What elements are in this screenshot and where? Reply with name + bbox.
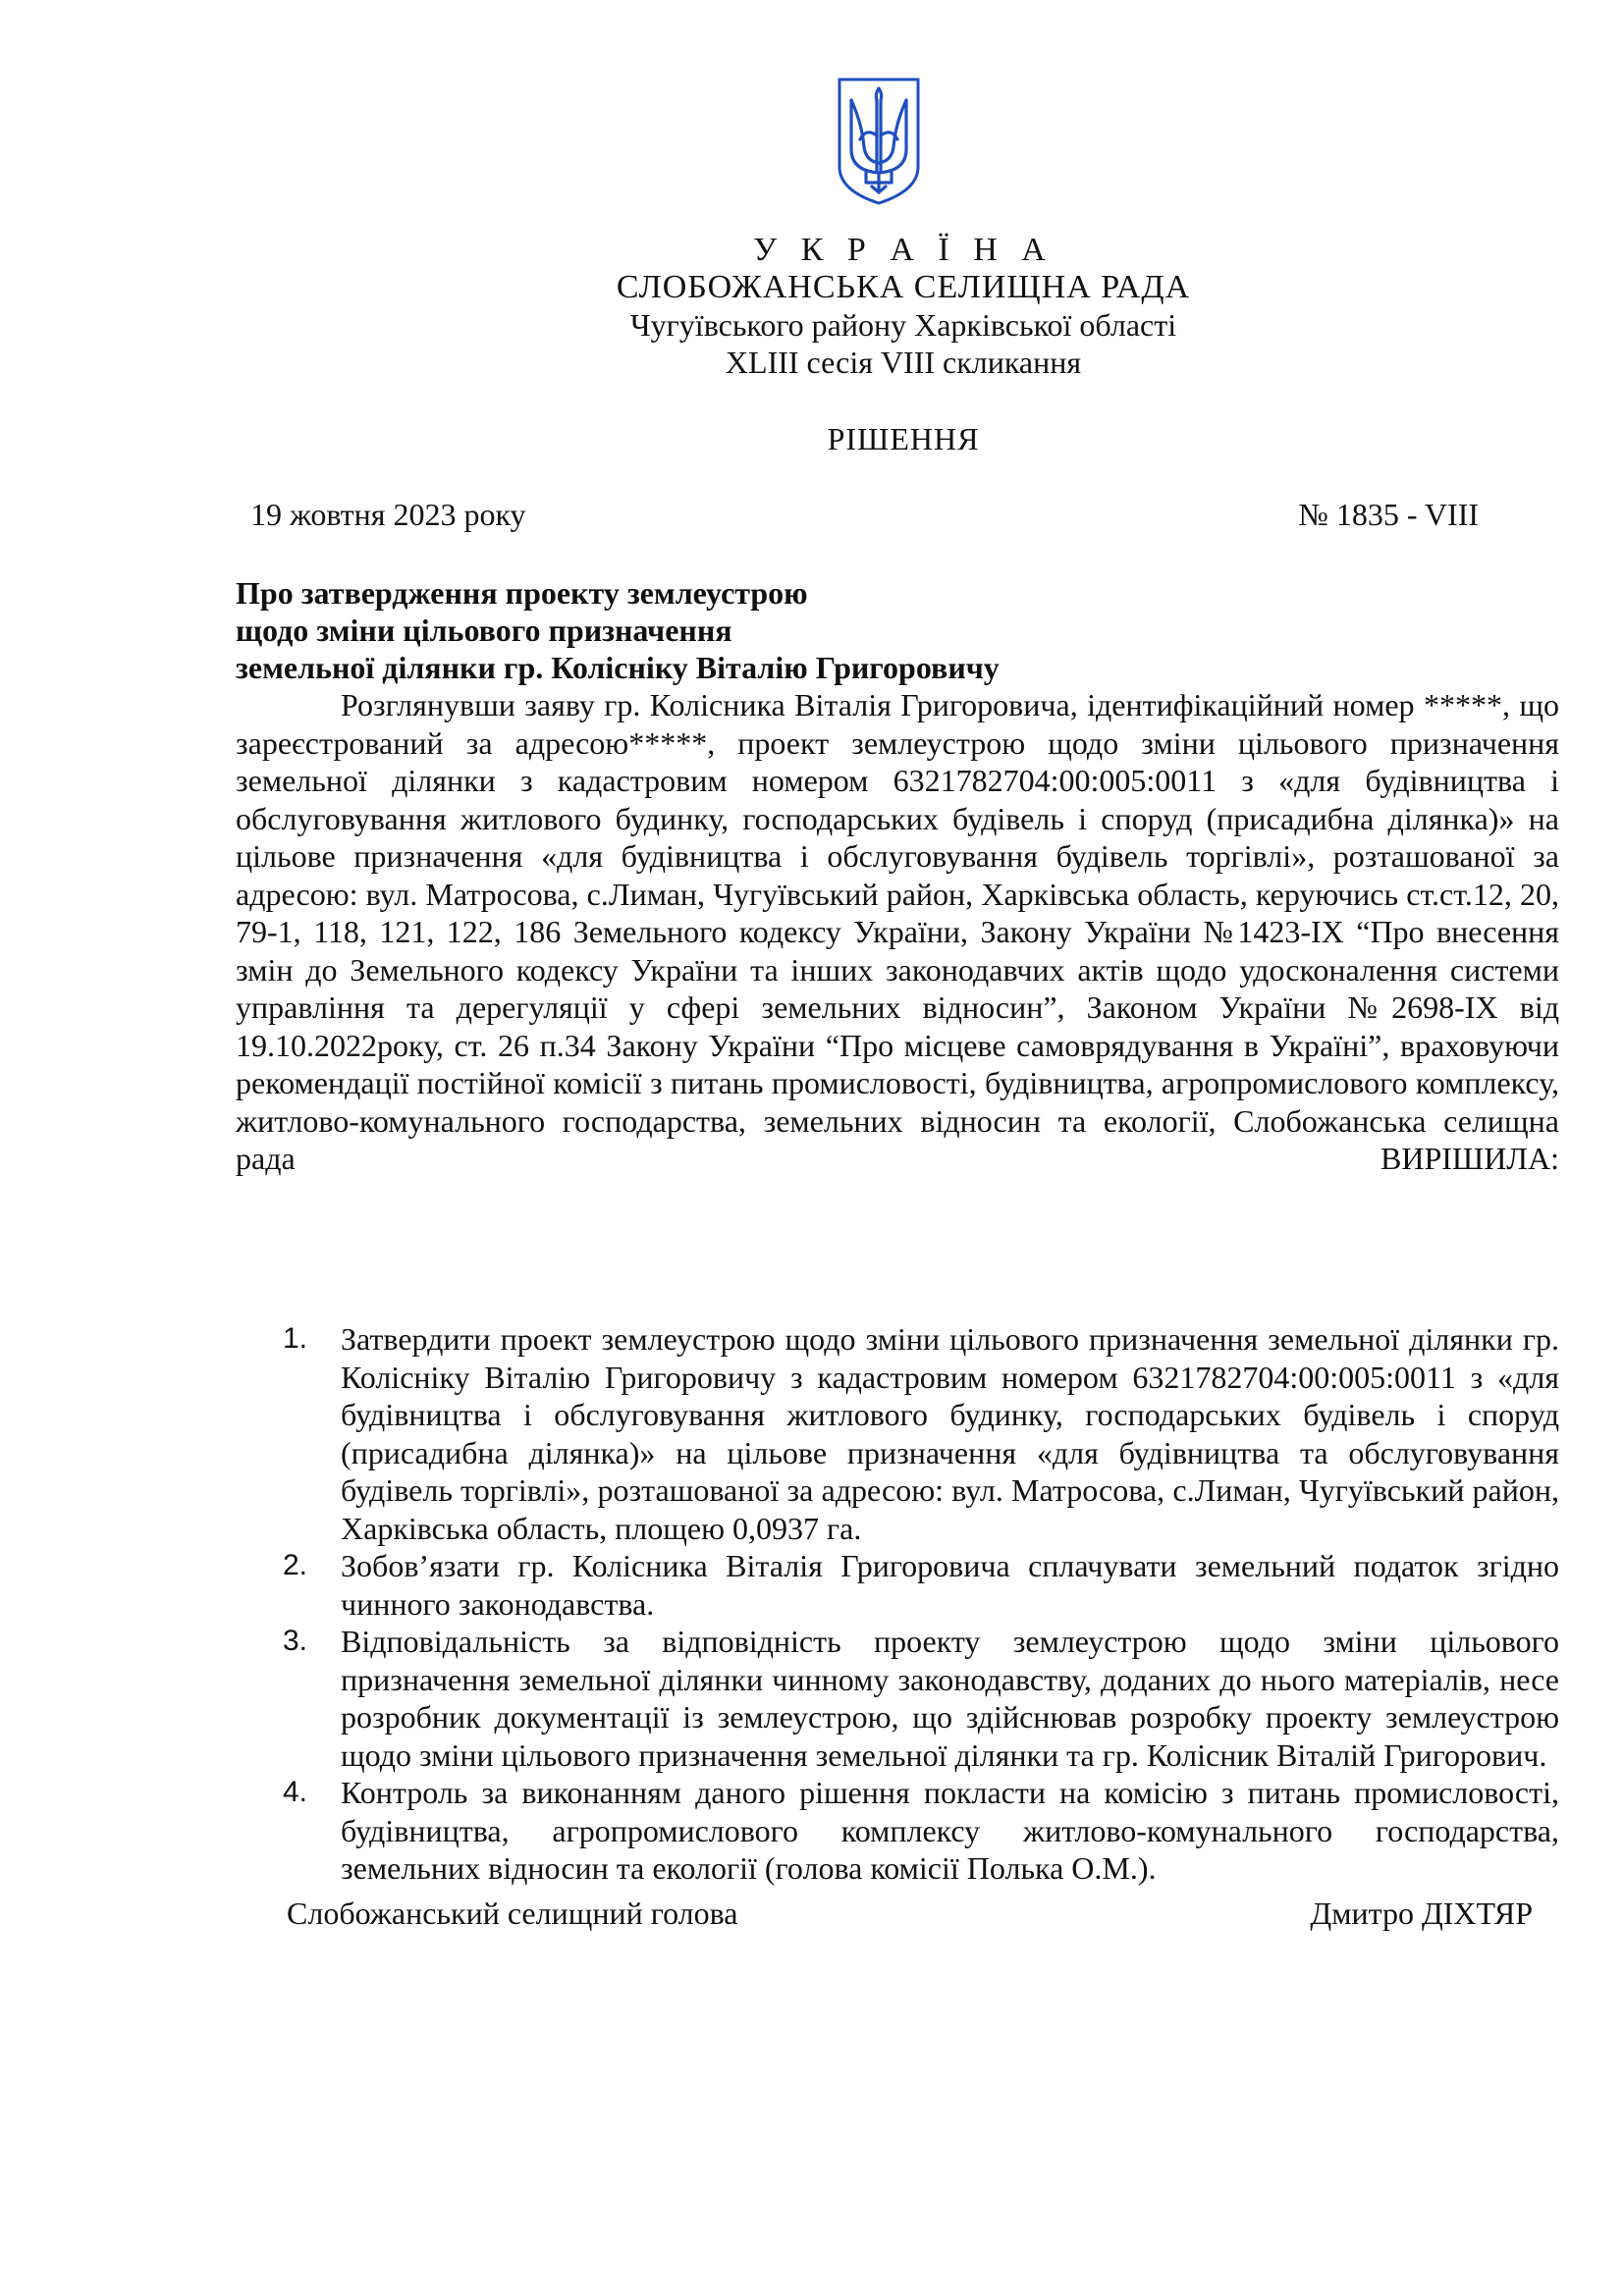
item-text: Зобов’язати гр. Колісника Віталія Григоровича сплачувати земельний податок згідно чинного законодавства. xyxy=(341,1548,1559,1622)
item-text: Відповідальність за відповідність проекту землеустрою щодо зміни цільового призначення земельної ділянки чинному законодавству, доданих до нього матеріалів, несе розробник документації із землеустрою, що здійснював розробку проекту землеустрою щодо зміни цільового призначення земельної ділянки та гр. Колісник Віталій Григорович. xyxy=(341,1624,1559,1773)
signatory-name: Дмитро ДІХТЯР xyxy=(1310,1896,1533,1931)
item-number: 1. xyxy=(283,1322,308,1355)
item-text: Контроль за виконанням даного рішення покласти на комісію з питань промисловості, будівництва, агропромислового комплексу житлово-комунального господарства, земельних відносин та екології (голова комісії Полька О.М.). xyxy=(341,1775,1559,1886)
council-name: СЛОБОЖАНСЬКА СЕЛИЩНА РАДА xyxy=(616,269,1191,305)
item-number: 3. xyxy=(283,1625,308,1657)
trident-coat-of-arms-icon xyxy=(837,77,921,206)
document-type: РІШЕННЯ xyxy=(827,421,980,456)
item-text: Затвердити проект землеустрою щодо зміни цільового призначення земельної ділянки гр. Колісніку Віталію Григоровичу з кадастровим номером 6321782704:00:005:0011 з «для будівництва і обслуговування житлового будинку, господарських будівель і споруд (присадибна ділянка)» на цільове призначення «для будівництва та обслуговування будівель торгівлі», розташованої за адресою: вул. Матросова, с.Лиман, Чугуївський район, Харківська область, площею 0,0937 га. xyxy=(341,1321,1559,1546)
signatory-title: Слобожанський селищний голова xyxy=(287,1896,738,1931)
list-item xyxy=(236,1623,1559,1774)
district-name: Чугуївського району Харківської області xyxy=(629,307,1177,343)
list-item xyxy=(236,1774,1559,1888)
preamble-text: Розглянувши заяву гр. Колісника Віталія Григоровича, ідентифікаційний номер *****, що зареєстрований за адресою*****, проект землеустрою щодо зміни цільового призначення земельної ділянки з кадастровим номером 6321782704:00:005:0011 з «для будівництва і обслуговування житлового будинку, господарських будівель і споруд (присадибна ділянка)» на цільове призначення «для будівництва і обслуговування будівель торгівлі», розташованої за адресою: вул. Матросова, с.Лиман, Чугуївський район, Харківська область, керуючись ст.ст.12, 20, 79-1, 118, 121, 122, 186 Земельного кодексу України, Закону України №1423-IX “Про внесення змін до Земельного кодексу України та інших законодавчих актів щодо удосконалення системи управління та дерегуляції у сфері земельних відносин”, Законом України №2698-IX від 19.10.2022року, ст. 26 п.34 Закону України “Про місцеве самоврядування в Україні”, враховуючи рекомендації постійної комісії з питань промисловості, будівництва, агропромислового комплексу, житлово-комунального господарства, земельних відносин та екології, Слобожанська селищна рада xyxy=(236,687,1559,1176)
item-number: 2. xyxy=(283,1549,308,1581)
resolved-label: ВИРІШИЛА: xyxy=(1380,1141,1559,1176)
preamble xyxy=(236,686,1559,1178)
list-item xyxy=(236,1547,1559,1623)
decision-number: № 1835 - VIII xyxy=(1298,497,1479,532)
session-name: XLIII сесія VIII скликання xyxy=(725,345,1082,380)
country-name: У К Р А Ї Н А xyxy=(753,232,1054,268)
list-item xyxy=(236,1320,1559,1547)
subject-line: Про затвердження проекту землеустрою xyxy=(236,575,808,611)
item-number: 4. xyxy=(283,1776,308,1808)
subject-line: земельної ділянки гр. Колісніку Віталію Григоровичу xyxy=(236,650,1000,685)
decision-subject xyxy=(236,574,1000,686)
decision-date: 19 жовтня 2023 року xyxy=(250,497,526,532)
decision-items xyxy=(236,1320,1559,1888)
subject-line: щодо зміни цільового призначення xyxy=(236,613,732,648)
